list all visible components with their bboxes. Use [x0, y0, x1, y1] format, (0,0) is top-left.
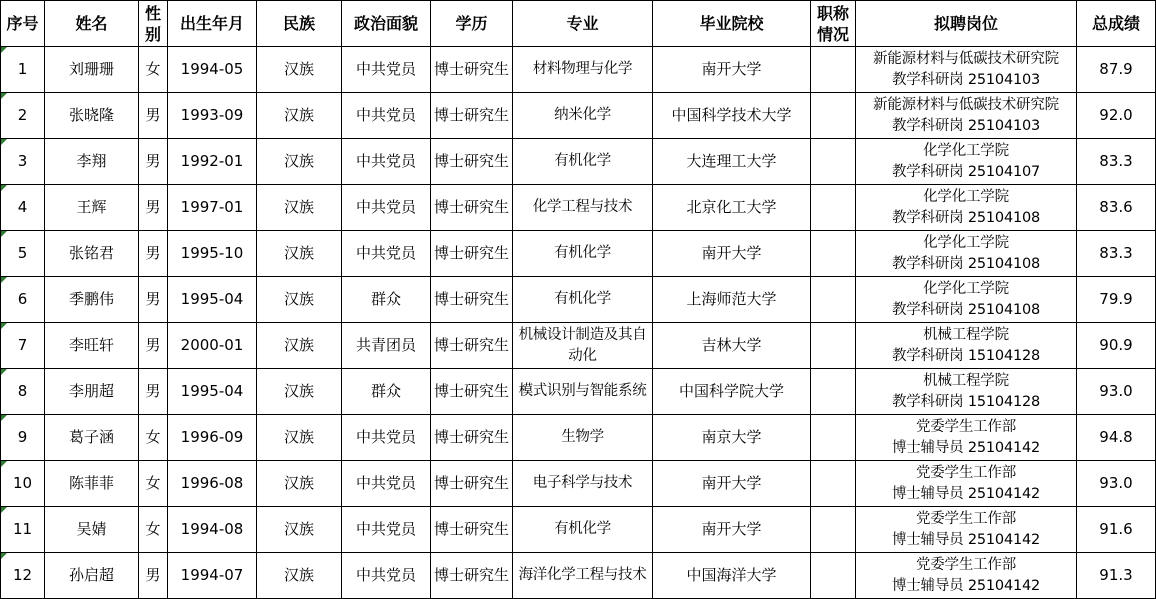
cell-school: 北京化工大学 [653, 185, 811, 231]
cell-education: 博士研究生 [431, 277, 513, 323]
cell-position [856, 185, 1077, 231]
cell-title [811, 323, 856, 369]
cell-score: 94.8 [1077, 415, 1156, 461]
cell-major: 海洋化学工程与技术 [513, 553, 653, 599]
header-education: 学历 [431, 1, 513, 47]
cell-name: 孙启超 [45, 553, 139, 599]
cell-name: 李旺轩 [45, 323, 139, 369]
position-job: 教学科研岗 25104103 [891, 117, 1041, 134]
cell-ethnicity: 汉族 [257, 461, 342, 507]
cell-birth: 1995-04 [168, 369, 257, 415]
cell-birth: 1996-08 [168, 461, 257, 507]
cell-major: 模式识别与智能系统 [513, 369, 653, 415]
cell-score: 90.9 [1077, 323, 1156, 369]
cell-seq: 7 [1, 323, 45, 369]
table-row [1, 369, 1156, 415]
cell-gender: 女 [139, 47, 168, 93]
position-job: 教学科研岗 15104128 [891, 347, 1041, 364]
cell-education: 博士研究生 [431, 323, 513, 369]
header-title: 职称情况 [811, 1, 856, 47]
cell-birth: 1997-01 [168, 185, 257, 231]
cell-ethnicity: 汉族 [257, 185, 342, 231]
cell-ethnicity: 汉族 [257, 553, 342, 599]
cell-position [856, 323, 1077, 369]
cell-education: 博士研究生 [431, 47, 513, 93]
position-department: 机械工程学院 [923, 326, 1009, 343]
cell-title [811, 93, 856, 139]
cell-gender: 女 [139, 415, 168, 461]
position-department: 化学化工学院 [923, 234, 1009, 251]
cell-politics: 群众 [342, 369, 431, 415]
header-ethnicity: 民族 [257, 1, 342, 47]
table-row [1, 47, 1156, 93]
position-department: 化学化工学院 [923, 142, 1009, 159]
cell-ethnicity: 汉族 [257, 231, 342, 277]
cell-politics: 中共党员 [342, 461, 431, 507]
cell-position [856, 553, 1077, 599]
cell-position [856, 415, 1077, 461]
cell-score: 83.3 [1077, 231, 1156, 277]
cell-gender: 男 [139, 231, 168, 277]
position-job: 博士辅导员 25104142 [891, 531, 1041, 548]
cell-name: 陈菲菲 [45, 461, 139, 507]
cell-seq: 5 [1, 231, 45, 277]
header-birth: 出生年月 [168, 1, 257, 47]
cell-seq: 6 [1, 277, 45, 323]
cell-score: 91.6 [1077, 507, 1156, 553]
position-job: 教学科研岗 25104108 [891, 255, 1041, 272]
cell-position [856, 93, 1077, 139]
cell-politics: 中共党员 [342, 231, 431, 277]
cell-ethnicity: 汉族 [257, 369, 342, 415]
cell-politics: 群众 [342, 277, 431, 323]
cell-major: 纳米化学 [513, 93, 653, 139]
cell-politics: 中共党员 [342, 507, 431, 553]
cell-school: 上海师范大学 [653, 277, 811, 323]
table-row [1, 461, 1156, 507]
cell-major: 机械设计制造及其自动化 [513, 323, 653, 369]
cell-birth: 2000-01 [168, 323, 257, 369]
cell-gender: 男 [139, 139, 168, 185]
cell-seq: 11 [1, 507, 45, 553]
cell-birth: 1995-04 [168, 277, 257, 323]
header-school: 毕业院校 [653, 1, 811, 47]
header-position: 拟聘岗位 [856, 1, 1077, 47]
cell-ethnicity: 汉族 [257, 47, 342, 93]
cell-title [811, 185, 856, 231]
cell-school: 南京大学 [653, 415, 811, 461]
cell-politics: 中共党员 [342, 93, 431, 139]
table-row [1, 415, 1156, 461]
cell-politics: 中共党员 [342, 185, 431, 231]
header-politics: 政治面貌 [342, 1, 431, 47]
position-department: 新能源材料与低碳技术研究院 [873, 96, 1059, 113]
cell-gender: 男 [139, 277, 168, 323]
cell-score: 83.3 [1077, 139, 1156, 185]
cell-school: 南开大学 [653, 461, 811, 507]
cell-gender: 女 [139, 507, 168, 553]
cell-politics: 中共党员 [342, 553, 431, 599]
table-row [1, 231, 1156, 277]
cell-major: 有机化学 [513, 277, 653, 323]
cell-score: 91.3 [1077, 553, 1156, 599]
cell-title [811, 231, 856, 277]
cell-school: 中国科学院大学 [653, 369, 811, 415]
cell-position [856, 139, 1077, 185]
cell-education: 博士研究生 [431, 553, 513, 599]
cell-birth: 1994-07 [168, 553, 257, 599]
cell-birth: 1995-10 [168, 231, 257, 277]
table-row [1, 139, 1156, 185]
position-department: 党委学生工作部 [915, 510, 1017, 527]
cell-seq: 4 [1, 185, 45, 231]
position-job: 教学科研岗 25104107 [891, 163, 1041, 180]
cell-gender: 男 [139, 369, 168, 415]
cell-education: 博士研究生 [431, 231, 513, 277]
cell-score: 87.9 [1077, 47, 1156, 93]
position-department: 党委学生工作部 [915, 418, 1017, 435]
cell-name: 张铭君 [45, 231, 139, 277]
position-department: 机械工程学院 [923, 372, 1009, 389]
position-job: 教学科研岗 25104103 [891, 71, 1041, 88]
position-job: 博士辅导员 25104142 [891, 439, 1041, 456]
cell-ethnicity: 汉族 [257, 323, 342, 369]
cell-name: 葛子涵 [45, 415, 139, 461]
cell-gender: 女 [139, 461, 168, 507]
cell-seq: 10 [1, 461, 45, 507]
cell-major: 有机化学 [513, 231, 653, 277]
cell-education: 博士研究生 [431, 93, 513, 139]
table-row [1, 507, 1156, 553]
cell-score: 92.0 [1077, 93, 1156, 139]
cell-seq: 2 [1, 93, 45, 139]
cell-school: 吉林大学 [653, 323, 811, 369]
cell-name: 张晓隆 [45, 93, 139, 139]
cell-major: 生物学 [513, 415, 653, 461]
cell-school: 南开大学 [653, 47, 811, 93]
cell-title [811, 507, 856, 553]
cell-birth: 1994-05 [168, 47, 257, 93]
cell-politics: 中共党员 [342, 47, 431, 93]
header-score: 总成绩 [1077, 1, 1156, 47]
cell-score: 93.0 [1077, 461, 1156, 507]
cell-position [856, 507, 1077, 553]
cell-ethnicity: 汉族 [257, 277, 342, 323]
cell-position [856, 277, 1077, 323]
cell-politics: 中共党员 [342, 415, 431, 461]
cell-birth: 1992-01 [168, 139, 257, 185]
cell-birth: 1994-08 [168, 507, 257, 553]
position-department: 新能源材料与低碳技术研究院 [873, 50, 1059, 67]
table-row [1, 323, 1156, 369]
cell-school: 南开大学 [653, 507, 811, 553]
header-major: 专业 [513, 1, 653, 47]
cell-name: 刘珊珊 [45, 47, 139, 93]
cell-ethnicity: 汉族 [257, 507, 342, 553]
cell-education: 博士研究生 [431, 415, 513, 461]
cell-name: 吴婧 [45, 507, 139, 553]
cell-birth: 1993-09 [168, 93, 257, 139]
cell-education: 博士研究生 [431, 139, 513, 185]
cell-school: 大连理工大学 [653, 139, 811, 185]
cell-title [811, 139, 856, 185]
cell-school: 中国海洋大学 [653, 553, 811, 599]
table-body [1, 47, 1156, 599]
position-job: 教学科研岗 25104108 [891, 209, 1041, 226]
cell-school: 南开大学 [653, 231, 811, 277]
position-department: 化学化工学院 [923, 280, 1009, 297]
position-department: 化学化工学院 [923, 188, 1009, 205]
cell-title [811, 369, 856, 415]
position-job: 教学科研岗 15104128 [891, 393, 1041, 410]
table-row [1, 93, 1156, 139]
cell-seq: 1 [1, 47, 45, 93]
cell-gender: 男 [139, 553, 168, 599]
cell-gender: 男 [139, 93, 168, 139]
cell-position [856, 461, 1077, 507]
cell-score: 93.0 [1077, 369, 1156, 415]
position-department: 党委学生工作部 [915, 556, 1017, 573]
cell-seq: 12 [1, 553, 45, 599]
cell-school: 中国科学技术大学 [653, 93, 811, 139]
cell-education: 博士研究生 [431, 369, 513, 415]
cell-ethnicity: 汉族 [257, 415, 342, 461]
cell-birth: 1996-09 [168, 415, 257, 461]
cell-seq: 8 [1, 369, 45, 415]
header-gender: 性别 [139, 1, 168, 47]
cell-ethnicity: 汉族 [257, 139, 342, 185]
position-job: 博士辅导员 25104142 [891, 577, 1041, 594]
position-department: 党委学生工作部 [915, 464, 1017, 481]
cell-name: 王辉 [45, 185, 139, 231]
cell-education: 博士研究生 [431, 185, 513, 231]
position-job: 博士辅导员 25104142 [891, 485, 1041, 502]
table-row [1, 553, 1156, 599]
position-job: 教学科研岗 25104108 [891, 301, 1041, 318]
header-name: 姓名 [45, 1, 139, 47]
cell-ethnicity: 汉族 [257, 93, 342, 139]
cell-politics: 中共党员 [342, 139, 431, 185]
cell-position [856, 47, 1077, 93]
cell-seq: 3 [1, 139, 45, 185]
cell-gender: 男 [139, 185, 168, 231]
cell-major: 化学工程与技术 [513, 185, 653, 231]
cell-title [811, 277, 856, 323]
cell-education: 博士研究生 [431, 507, 513, 553]
header-row [1, 1, 1156, 47]
cell-title [811, 415, 856, 461]
cell-position [856, 231, 1077, 277]
cell-name: 李朋超 [45, 369, 139, 415]
cell-seq: 9 [1, 415, 45, 461]
cell-score: 83.6 [1077, 185, 1156, 231]
header-seq: 序号 [1, 1, 45, 47]
table-row [1, 185, 1156, 231]
cell-gender: 男 [139, 323, 168, 369]
cell-title [811, 47, 856, 93]
cell-major: 材料物理与化学 [513, 47, 653, 93]
cell-education: 博士研究生 [431, 461, 513, 507]
cell-major: 有机化学 [513, 507, 653, 553]
cell-name: 季鹏伟 [45, 277, 139, 323]
cell-score: 79.9 [1077, 277, 1156, 323]
cell-title [811, 461, 856, 507]
cell-major: 电子科学与技术 [513, 461, 653, 507]
cell-politics: 共青团员 [342, 323, 431, 369]
table-row [1, 277, 1156, 323]
cell-title [811, 553, 856, 599]
cell-position [856, 369, 1077, 415]
cell-name: 李翔 [45, 139, 139, 185]
cell-major: 有机化学 [513, 139, 653, 185]
